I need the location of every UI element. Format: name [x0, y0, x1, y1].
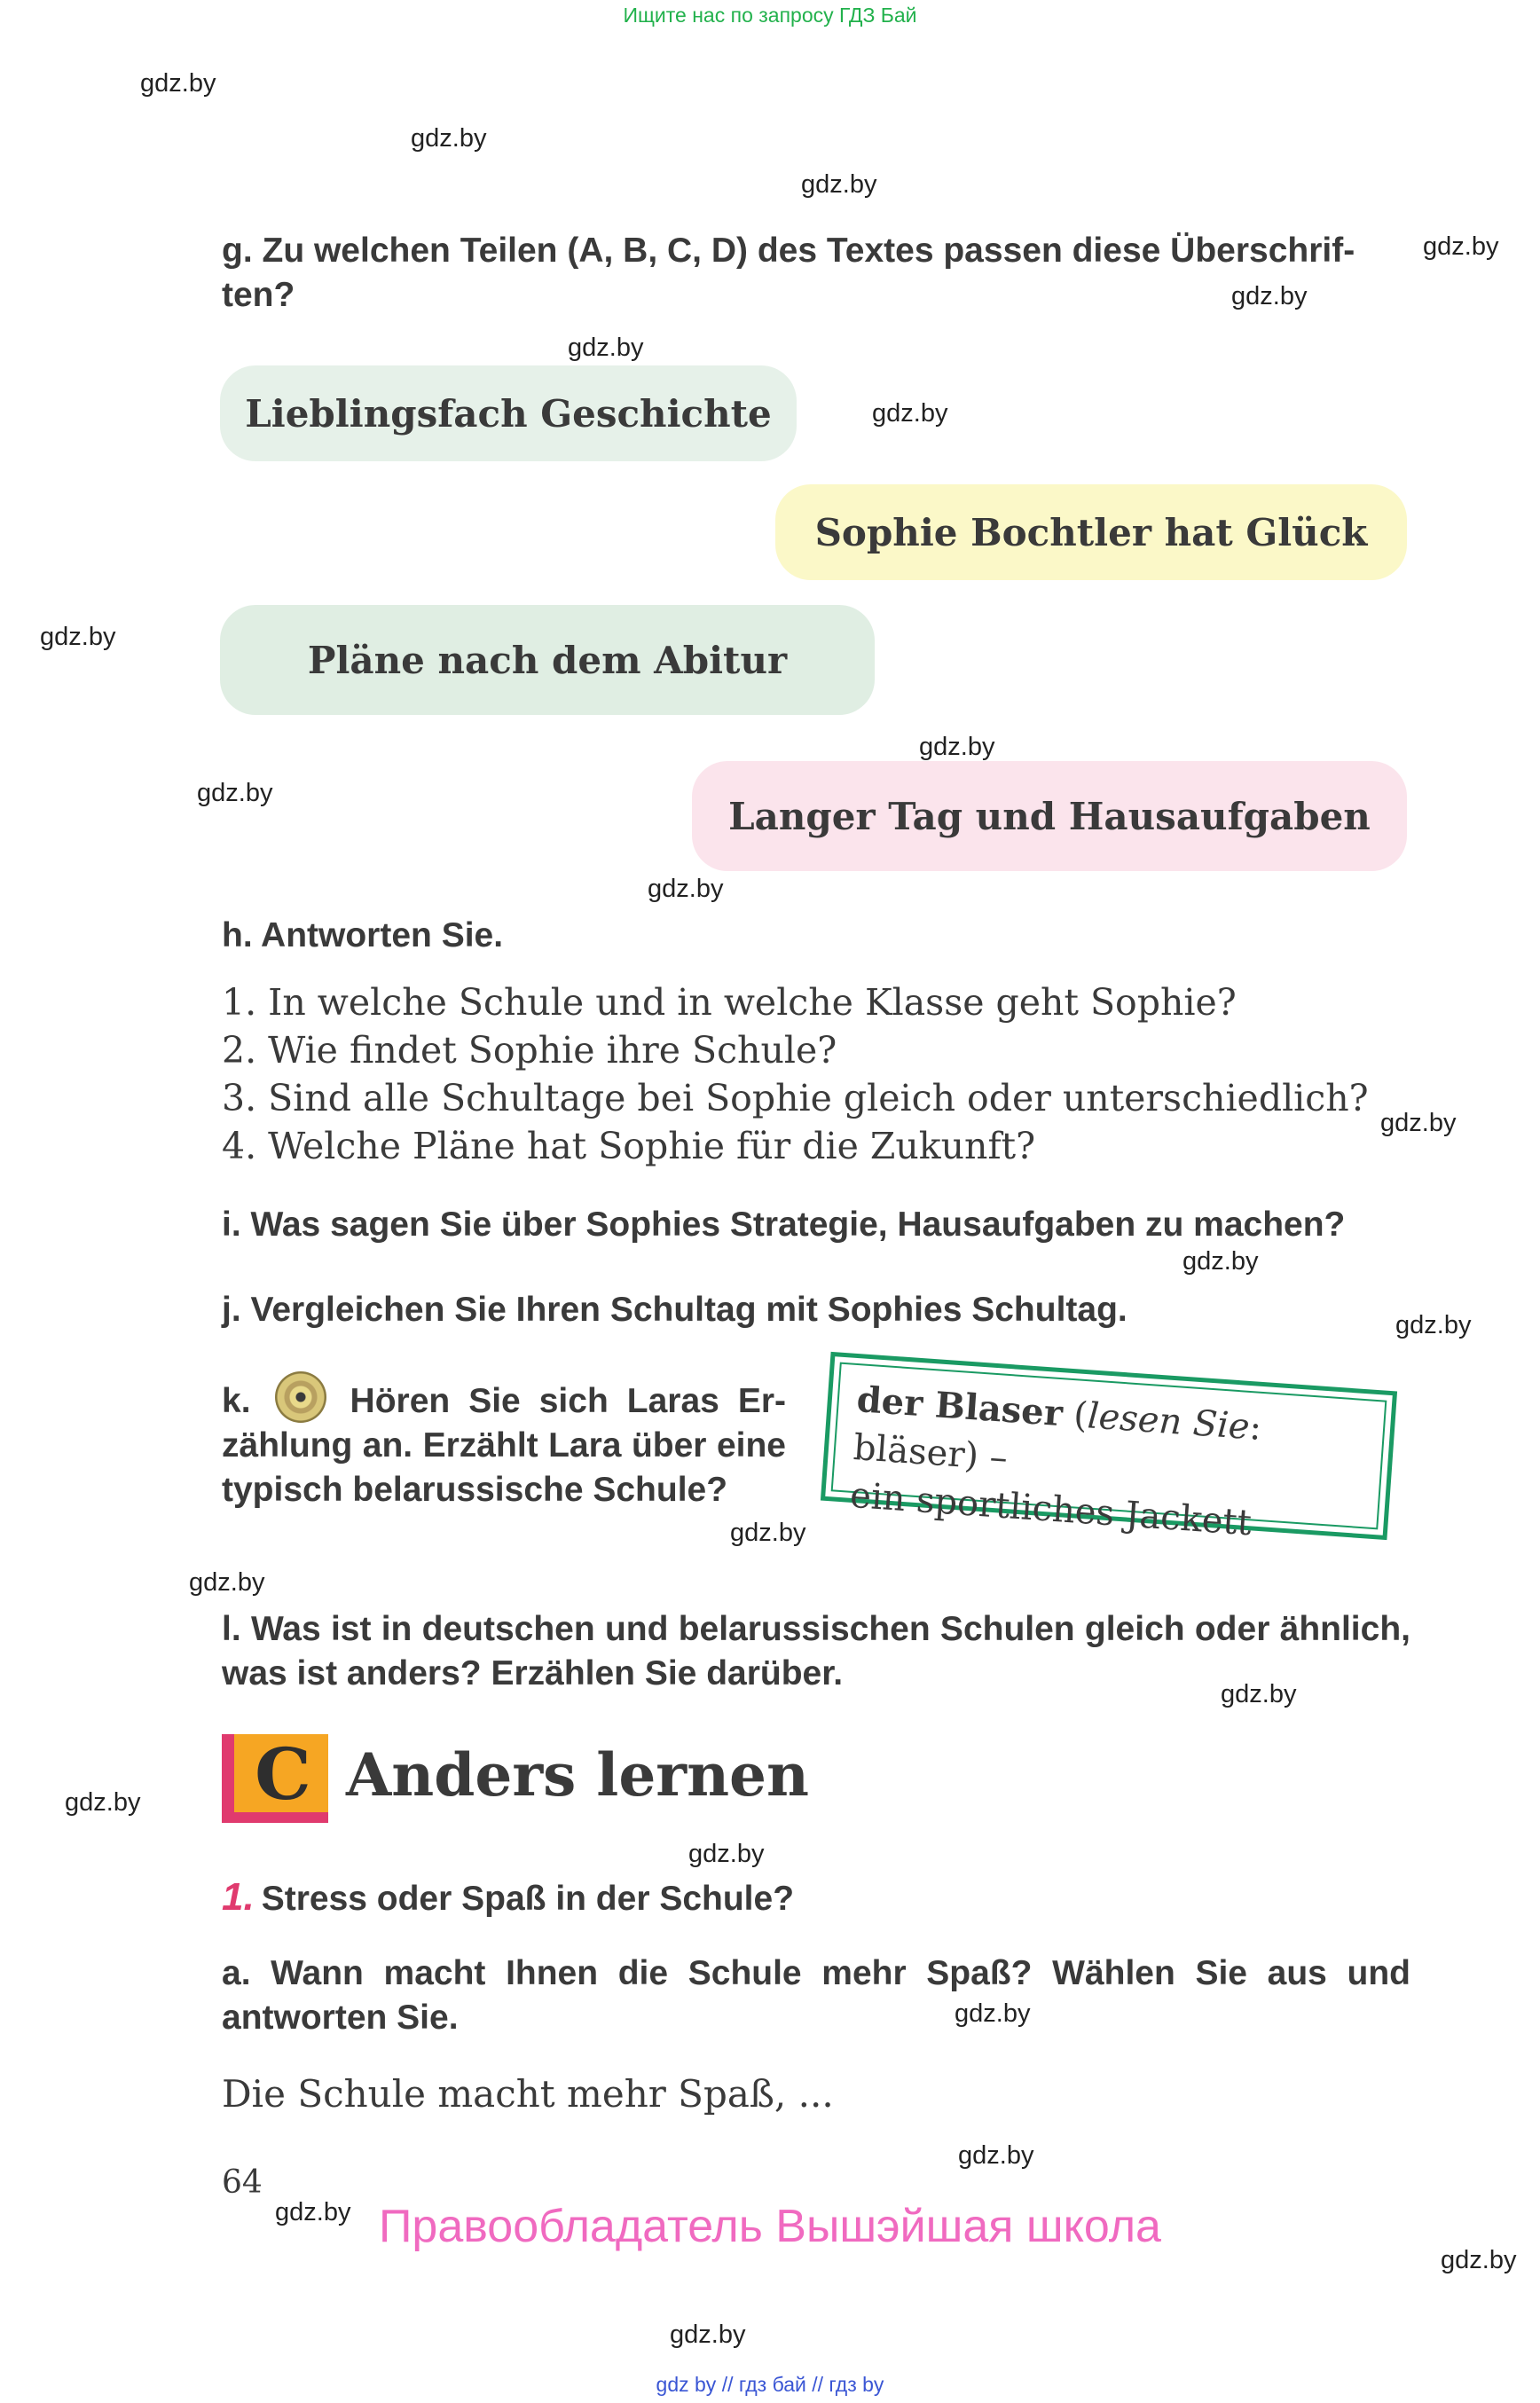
section-letter: C — [255, 1732, 311, 1816]
question-item: 4. Welche Pläne hat Sophie für die Zukunft? — [222, 1125, 1036, 1167]
watermark: gdz.by — [801, 170, 877, 199]
watermark: gdz.by — [275, 2198, 351, 2226]
page-number: 64 — [222, 2164, 263, 2201]
watermark: gdz.by — [1423, 232, 1499, 261]
watermark: gdz.by — [65, 1788, 141, 1817]
vocab-note-text: der Blaser (lesen Sie: bläser) – ein sportliches Jackett — [848, 1378, 1263, 1544]
watermark: gdz.by — [958, 2141, 1034, 2170]
audio-cd-icon[interactable] — [275, 1371, 326, 1423]
watermark: gdz.by — [189, 1568, 265, 1597]
section-title: Anders lernen — [346, 1740, 810, 1810]
watermark: gdz.by — [872, 399, 948, 428]
watermark: gdz.by — [1182, 1247, 1259, 1276]
question-item: 2. Wie findet Sophie ihre Schule? — [222, 1029, 837, 1072]
watermark: gdz.by — [140, 69, 216, 98]
task-k-text: Hören Sie sich Laras Er-zählung an. Erzählt Lara über eine typisch belarussische Schule? — [222, 1382, 786, 1509]
heading-option: Sophie Bochtler hat Glück — [775, 484, 1407, 580]
watermark: gdz.by — [670, 2321, 746, 2349]
task-j: j. Vergleichen Sie Ihren Schultag mit Sophies Schultag. — [222, 1291, 1128, 1329]
task-l: l. Was ist in deutschen und belarussischen Schulen gleich oder ähnlich, was ist anders? Erzählen Sie darüber. — [222, 1610, 1410, 1692]
vocab-pronunciation: : bläser) – — [852, 1407, 1263, 1480]
watermark: gdz.by — [919, 733, 995, 761]
exercise-number: 1. — [222, 1875, 255, 1919]
watermark: gdz.by — [568, 334, 644, 362]
exercise-heading — [222, 1875, 1410, 1921]
top-banner: Ищите нас по запросу ГДЗ Бай — [623, 4, 917, 27]
vocab-definition: ein sportliches Jackett — [848, 1474, 1253, 1544]
watermark: gdz.by — [411, 124, 487, 153]
task-i: i. Was sagen Sie über Sophies Strategie, Hausaufgaben zu machen? — [222, 1205, 1346, 1244]
question-item: 1. In welche Schule und in welche Klasse geht Sophie? — [222, 981, 1237, 1024]
watermark: gdz.by — [1231, 282, 1308, 310]
vocab-hint-label: lesen Sie — [1086, 1395, 1252, 1448]
task-k — [222, 1371, 786, 1512]
task-k-prefix: k. — [222, 1382, 251, 1420]
exercise-title: Stress oder Spaß in der Schule? — [261, 1880, 795, 1918]
heading-option: Lieblingsfach Geschichte — [220, 365, 797, 461]
watermark: gdz.by — [40, 623, 116, 651]
watermark: gdz.by — [197, 779, 273, 807]
task-g: g. Zu welchen Teilen (A, B, C, D) des Textes passen diese Überschrif- ten? — [222, 232, 1355, 314]
watermark: gdz.by — [688, 1840, 765, 1868]
watermark: gdz.by — [730, 1519, 806, 1547]
watermark: gdz.by — [1221, 1680, 1297, 1708]
heading-option: Pläne nach dem Abitur — [220, 605, 875, 715]
watermark: gdz.by — [1380, 1109, 1457, 1137]
question-list — [222, 978, 1369, 1170]
heading-option: Langer Tag und Hausaufgaben — [692, 761, 1407, 871]
question-item: 3. Sind alle Schultage bei Sophie gleich oder unterschiedlich? — [222, 1077, 1369, 1119]
watermark: gdz.by — [955, 1999, 1031, 2028]
watermark: gdz.by — [1441, 2246, 1517, 2274]
watermark: gdz.by — [648, 875, 724, 903]
rights-holder: Правообладатель Вышэйшая школа — [379, 2201, 1161, 2252]
task-h: h. Antworten Sie. — [222, 916, 504, 954]
watermark: gdz.by — [1395, 1311, 1472, 1339]
vocab-word: der Blaser — [855, 1378, 1065, 1435]
answer-start: Die Schule macht mehr Spaß, ... — [222, 2072, 834, 2116]
task-a: a. Wann macht Ihnen die Schule mehr Spaß? Wählen Sie aus und antworten Sie. — [222, 1954, 1410, 2037]
vocab-note-box — [821, 1352, 1397, 1544]
bottom-links[interactable]: gdz by // гдз бай // гдз by — [656, 2373, 884, 2396]
section-badge — [222, 1734, 328, 1823]
